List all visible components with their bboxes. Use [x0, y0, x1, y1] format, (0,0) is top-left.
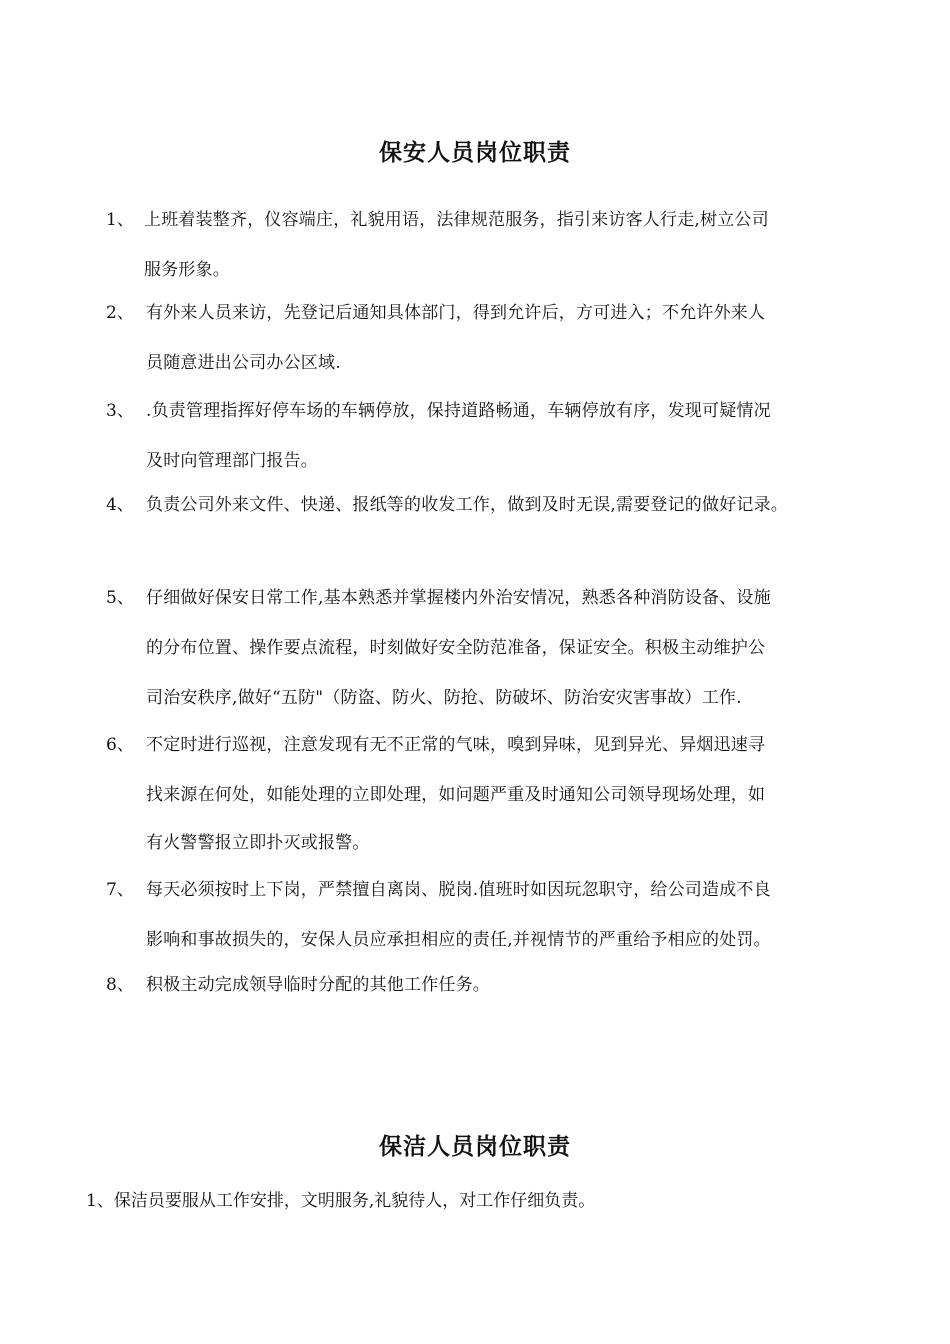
cleaning-section-title: 保洁人员岗位职责 [379, 1133, 571, 1160]
item-text-line: 上班着装整齐，仪容端庄，礼貌用语，法律规范服务，指引来访客人行走,树立公司 [144, 210, 769, 230]
item-number: 4、 [106, 495, 134, 515]
item-number: 7、 [106, 880, 134, 900]
item-text-line: 有火警警报立即扑灭或报警。 [146, 833, 370, 853]
item-text-line: 及时向管理部门报告。 [146, 451, 318, 471]
item-text-line: 影响和事故损失的，安保人员应承担相应的责任,并视情节的严重给予相应的处罚。 [146, 930, 771, 950]
security-section-title: 保安人员岗位职责 [379, 139, 571, 166]
item-number: 8、 [106, 975, 134, 995]
item-text-line: 负责公司外来文件、快递、报纸等的收发工作，做到及时无误,需要登记的做好记录。 [146, 495, 789, 515]
item-text-line: 1、保洁员要服从工作安排，文明服务,礼貌待人，对工作仔细负责。 [86, 1191, 596, 1211]
item-number: 1、 [106, 210, 134, 230]
item-number: 6、 [106, 735, 134, 755]
item-text-line: 司治安秩序,做好“五防"（防盗、防火、防抢、防破坏、防治安灾害事故）工作. [146, 688, 742, 708]
item-number: 3、 [106, 401, 134, 421]
item-text-line: 有外来人员来访，先登记后通知具体部门，得到允许后，方可进入；不允许外来人 [146, 303, 766, 323]
item-number: 2、 [106, 303, 134, 323]
item-text-line: 仔细做好保安日常工作,基本熟悉并掌握楼内外治安情况，熟悉各种消防设备、设施 [146, 588, 771, 608]
item-text-line: 积极主动完成领导临时分配的其他工作任务。 [146, 975, 490, 995]
item-text-line: 员随意进出公司办公区域. [146, 353, 341, 373]
item-text-line: 每天必须按时上下岗，严禁擅自离岗、脱岗.值班时如因玩忽职守，给公司造成不良 [146, 880, 771, 900]
item-text-line: 不定时进行巡视，注意发现有无不正常的气味，嗅到异味，见到异光、异烟迅速寻 [146, 735, 766, 755]
item-text-line: 的分布位置、操作要点流程，时刻做好安全防范准备，保证安全。积极主动维护公 [146, 638, 766, 658]
item-number: 5、 [106, 588, 134, 608]
item-text-line: 找来源在何处，如能处理的立即处理，如问题严重及时通知公司领导现场处理，如 [146, 785, 766, 805]
item-text-line: 服务形象。 [144, 260, 230, 280]
item-text-line: .负责管理指挥好停车场的车辆停放，保持道路畅通，车辆停放有序，发现可疑情况 [146, 401, 771, 421]
